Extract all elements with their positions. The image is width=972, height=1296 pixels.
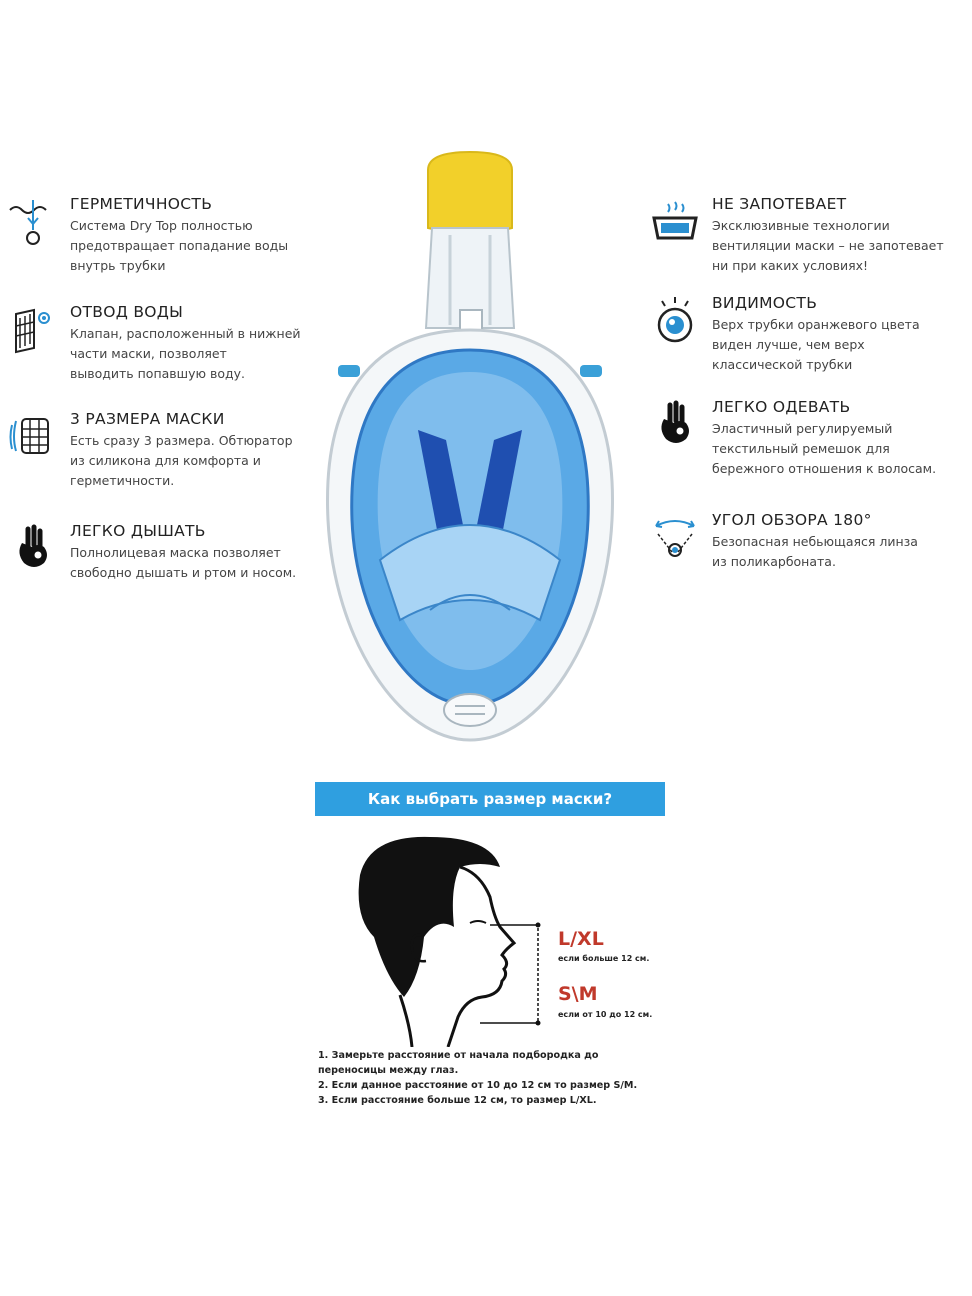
snorkel-top-cap (428, 152, 512, 233)
size-guide-banner: Как выбрать размер маски? (315, 782, 665, 816)
mask-sizes-icon (8, 411, 58, 461)
eye-visibility-icon (650, 295, 700, 345)
snorkel-mask-image (300, 140, 640, 760)
view-angle-icon (650, 512, 700, 562)
feature-water-seal (70, 194, 330, 276)
size-small-note: если от 10 до 12 см. (558, 1010, 653, 1019)
instruction-line: 1. Замерьте расстояние от начала подбородка до (318, 1050, 599, 1061)
feature-title: ГЕРМЕТИЧНОСТЬ (70, 195, 213, 213)
size-small-label: S\M (558, 983, 598, 1005)
feature-title: ЛЕГКО ОДЕВАТЬ (712, 398, 851, 416)
feature-title: ЛЕГКО ДЫШАТЬ (70, 522, 206, 540)
feature-visibility (712, 293, 972, 375)
feature-easy-wear (712, 397, 972, 479)
feature-title: УГОЛ ОБЗОРА 180° (712, 511, 872, 529)
feature-text: Безопасная небьющаяся линза из поликарбоната. (712, 534, 918, 569)
feature-text: Эластичный регулируемый текстильный ремешок для бережного отношения к волосам. (712, 421, 937, 476)
feature-title: ОТВОД ВОДЫ (70, 303, 184, 321)
feature-text: Полнолицевая маска позволяет свободно дышать и ртом и носом. (70, 545, 297, 580)
instruction-line: 3. Если расстояние больше 12 см, то размер L/XL. (318, 1095, 597, 1106)
anti-fog-icon (650, 196, 700, 246)
feature-mask-sizes (70, 409, 330, 491)
size-large-note: если больше 12 см. (558, 954, 650, 963)
feature-text: Верх трубки оранжевого цвета виден лучше, чем верх классической трубки (712, 317, 920, 372)
water-seal-icon (8, 196, 58, 246)
feature-water-drain (70, 302, 330, 384)
feature-anti-fog (712, 194, 972, 276)
feature-text: Клапан, расположенный в нижней части маски, позволяет выводить попавшую воду. (70, 326, 301, 381)
feature-easy-breathe (70, 521, 330, 583)
head-profile-figure (330, 835, 550, 1047)
instruction-line: переносицы между глаз. (318, 1065, 459, 1076)
size-large-label: L/XL (558, 928, 604, 950)
instruction-line: 2. Если данное расстояние от 10 до 12 см то размер S/M. (318, 1080, 638, 1091)
feature-title: НЕ ЗАПОТЕВАЕТ (712, 195, 847, 213)
water-drain-icon (8, 304, 58, 354)
feature-text: Эксклюзивные технологии вентиляции маски – не запотевает ни при каких условиях! (712, 218, 944, 273)
hand-ok-icon (8, 523, 58, 573)
feature-title: ВИДИМОСТЬ (712, 294, 818, 312)
hand-ok-icon (650, 399, 700, 449)
size-instructions (318, 1048, 668, 1108)
feature-text: Система Dry Top полностью предотвращает попадание воды внутрь трубки (70, 218, 289, 273)
feature-view-angle (712, 510, 972, 572)
mask-drain-valve (444, 694, 496, 726)
feature-text: Есть сразу 3 размера. Обтюратор из силикона для комфорта и герметичности. (70, 433, 293, 488)
feature-title: 3 РАЗМЕРА МАСКИ (70, 410, 225, 428)
